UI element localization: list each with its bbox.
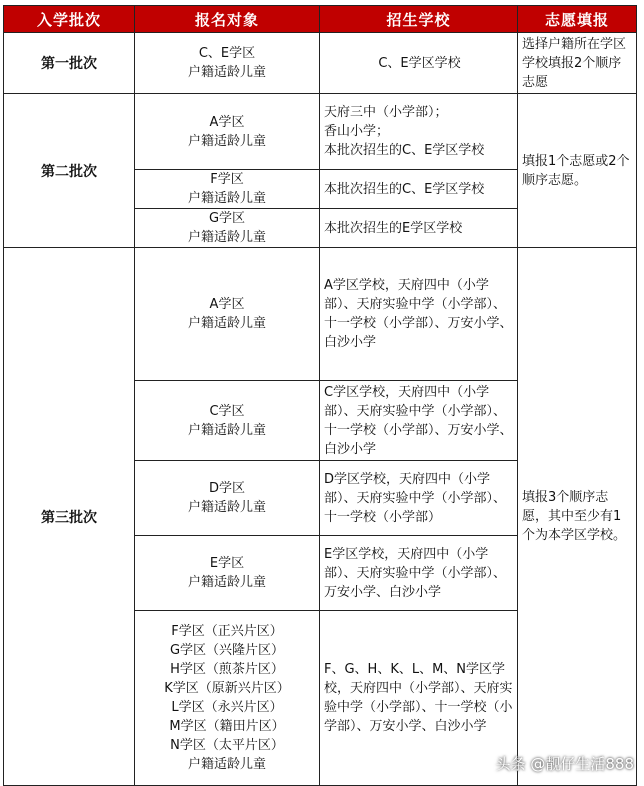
batch1-label: 第一批次 bbox=[4, 33, 135, 94]
table-row bbox=[4, 248, 637, 381]
batch2-target-g: G学区 户籍适龄儿童 bbox=[135, 209, 320, 248]
header-schools: 招生学校 bbox=[320, 6, 518, 33]
batch3-label: 第三批次 bbox=[4, 248, 135, 786]
batch3-target-e: E学区 户籍适龄儿童 bbox=[135, 536, 320, 611]
table-row bbox=[4, 94, 637, 170]
batch2-schools-f: 本批次招生的C、E学区学校 bbox=[320, 170, 518, 209]
header-batch: 入学批次 bbox=[4, 6, 135, 33]
batch3-target-c: C学区 户籍适龄儿童 bbox=[135, 381, 320, 461]
batch1-schools: C、E学区学校 bbox=[320, 33, 518, 94]
batch2-target-f: F学区 户籍适龄儿童 bbox=[135, 170, 320, 209]
batch3-schools-a: A学区学校，天府四中（小学部）、天府实验中学（小学部）、十一学校（小学部）、万安小学、白沙小学 bbox=[320, 248, 518, 381]
batch3-target-a: A学区 户籍适龄儿童 bbox=[135, 248, 320, 381]
batch2-label: 第二批次 bbox=[4, 94, 135, 248]
batch1-wish: 选择户籍所在学区学校填报2个顺序志愿 bbox=[518, 33, 637, 94]
batch2-schools-a: 天府三中（小学部）； 香山小学； 本批次招生的C、E学区学校 bbox=[320, 94, 518, 170]
batch3-schools-fn: F、G、H、K、L、M、N学区学校，天府四中（小学部）、天府实验中学（小学部）、十一学校（小学部）、万安小学、白沙小学 bbox=[320, 611, 518, 786]
admission-table bbox=[3, 5, 637, 786]
batch2-wish: 填报1个志愿或2个顺序志愿。 bbox=[518, 94, 637, 248]
batch3-target-fn: F学区（正兴片区） G学区（兴隆片区） H学区（煎茶片区） K学区（原新兴片区） L学区（永兴片区） M学区（籍田片区） N学区（太平片区） 户籍适龄儿童 bbox=[135, 611, 320, 786]
batch3-target-d: D学区 户籍适龄儿童 bbox=[135, 461, 320, 536]
batch2-schools-g: 本批次招生的E学区学校 bbox=[320, 209, 518, 248]
header-wish: 志愿填报 bbox=[518, 6, 637, 33]
batch3-schools-e: E学区学校，天府四中（小学部）、天府实验中学（小学部）、万安小学、白沙小学 bbox=[320, 536, 518, 611]
watermark: 头条 @靓仔生活888 bbox=[495, 755, 634, 773]
batch3-wish: 填报3个顺序志愿，其中至少有1个为本学区学校。 bbox=[518, 248, 637, 786]
batch3-schools-c: C学区学校，天府四中（小学部）、天府实验中学（小学部）、十一学校（小学部）、万安小学、白沙小学 bbox=[320, 381, 518, 461]
batch3-schools-d: D学区学校，天府四中（小学部）、天府实验中学（小学部）、十一学校（小学部） bbox=[320, 461, 518, 536]
header-row bbox=[4, 6, 637, 33]
batch1-target: C、E学区 户籍适龄儿童 bbox=[135, 33, 320, 94]
table-row bbox=[4, 33, 637, 94]
header-target: 报名对象 bbox=[135, 6, 320, 33]
batch2-target-a: A学区 户籍适龄儿童 bbox=[135, 94, 320, 170]
